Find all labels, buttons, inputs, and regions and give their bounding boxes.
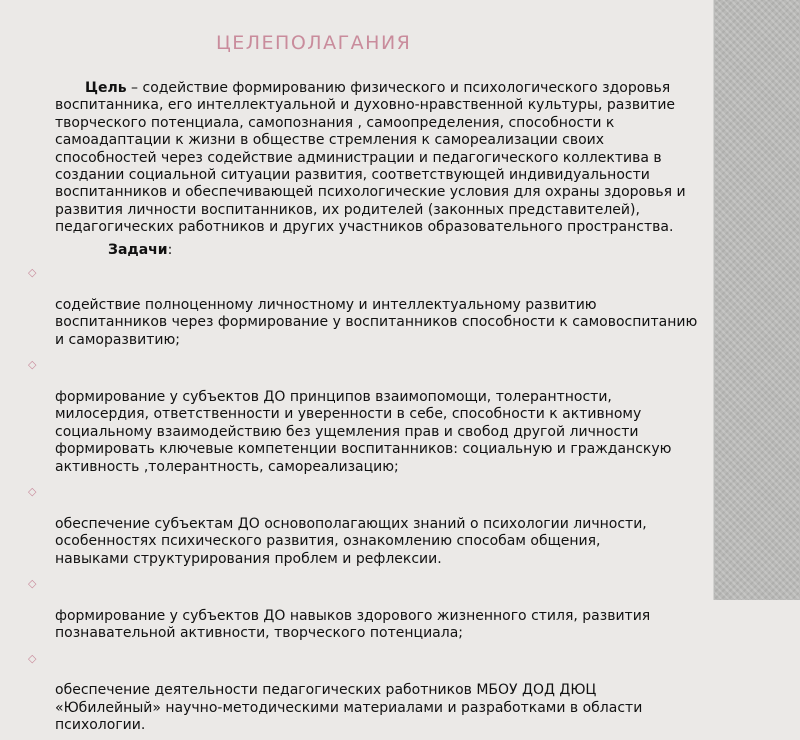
hollow-diamond-bullet-icon: ◇	[28, 651, 37, 665]
tasks-heading	[108, 242, 774, 259]
page-title: ЦЕЛЕПОЛАГАНИЯ	[216, 32, 412, 54]
tasks-heading-colon: :	[167, 241, 173, 258]
list-item	[28, 354, 774, 476]
tasks-heading-label: Задачи	[108, 241, 168, 258]
list-item-text: формирование у субъектов ДО навыков здорового жизненного стиля, развития познавательной активности, творческого потенциала;	[55, 607, 651, 642]
goal-label: Цель	[85, 80, 127, 96]
list-item-text: содействие полноценному личностному и интеллектуальному развитию воспитанников через формирование у воспитанников способности к самовоспитанию и саморазвитию;	[55, 296, 698, 348]
slide-content	[28, 80, 774, 740]
hollow-diamond-bullet-icon: ◇	[28, 484, 37, 498]
list-item	[28, 648, 774, 735]
list-item-text: обеспечение деятельности педагогических работников МБОУ ДОД ДЮЦ «Юбилейный» научно-методическими материалами и разработками в области психологии.	[55, 682, 643, 734]
hollow-diamond-bullet-icon: ◇	[28, 266, 37, 280]
tasks-list	[28, 262, 774, 735]
list-item	[28, 481, 774, 568]
list-item-text: формирование у субъектов ДО принципов взаимопомощи, толерантности, милосердия, ответственности и уверенности в себе, способности к активному социальному взаимодействию без ущемления прав и свобод другой личности формировать ключевые компетенции воспитанников: социальную и гражданскую активность ,толерантность, самореализацию;	[55, 388, 672, 475]
list-item	[28, 262, 774, 349]
goal-text: – содействие формированию физического и психологического здоровья воспитанника, его интеллектуальной и духовно-нравственной культуры, развитие творческого потенциала, самопознания , самоопределения, способности к самоадаптации к жизни в обществе стремления к самореализации своих способностей через содействие администрации и педагогического коллектива в создании социальной ситуации развития, соответствующей индивидуальности воспитанников и обеспечивающей психологические условия для охраны здоровья и развития личности воспитанников, их родителей (законных представителей), педагогических работников и других участников образовательного пространства.	[55, 80, 686, 236]
hollow-diamond-bullet-icon: ◇	[28, 358, 37, 372]
list-item-text: обеспечение субъектам ДО основополагающих знаний о психологии личности, особенностях психического развития, ознакомлению способам общения, навыками структурирования проблем и рефлексии.	[55, 515, 647, 567]
hollow-diamond-bullet-icon: ◇	[28, 576, 37, 590]
goal-paragraph	[55, 80, 774, 237]
list-item	[28, 573, 774, 643]
